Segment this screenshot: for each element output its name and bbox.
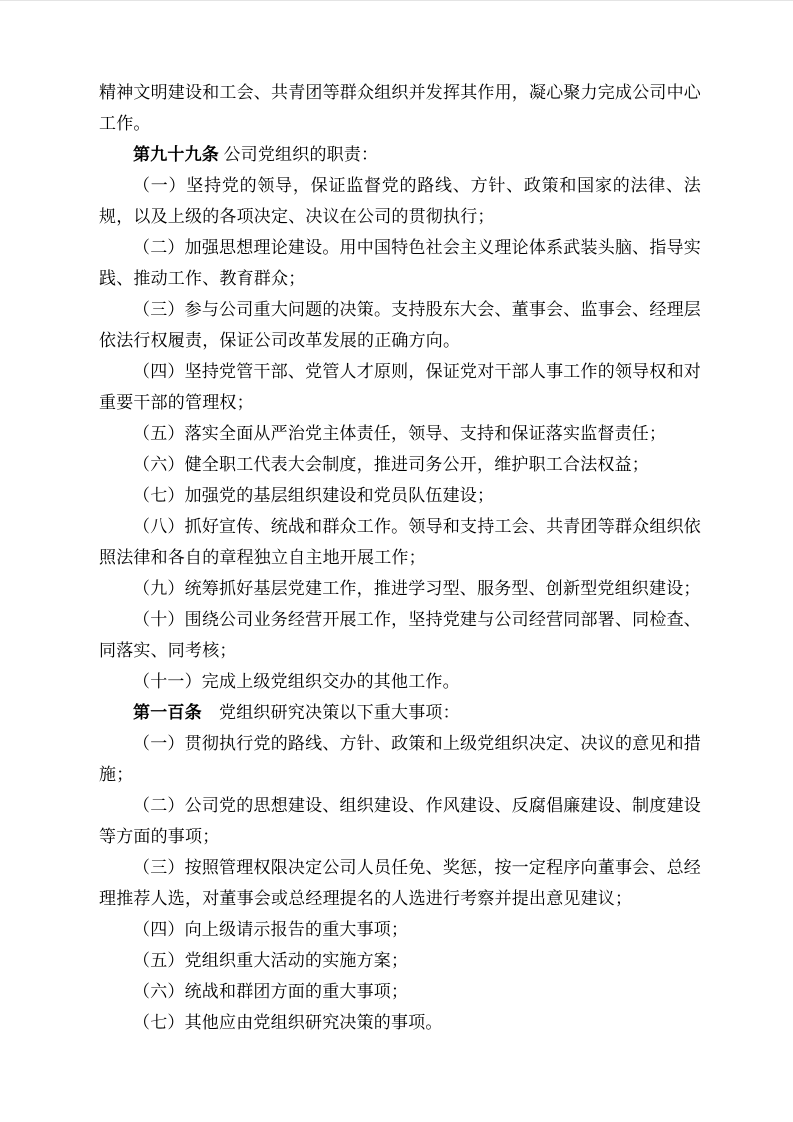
paragraph-text: （六）统战和群团方面的重大事项；	[133, 982, 409, 1001]
clause-item	[99, 449, 701, 480]
paragraph-text: （一）贯彻执行党的路线、方针、政策和上级党组织决定、决议的意见和措施；	[99, 734, 701, 784]
clause-item	[99, 666, 701, 697]
paragraph-text: （四）坚持党管干部、党管人才原则，保证党对干部人事工作的领导权和对重要干部的管理权；	[99, 362, 701, 412]
paragraph-text: （五）党组织重大活动的实施方案；	[133, 951, 409, 970]
paragraph-text: （七）加强党的基层组织建设和党员队伍建设；	[133, 486, 495, 505]
clause-item	[99, 418, 701, 449]
article-title-text: 党组织研究决策以下重大事项：	[201, 703, 460, 722]
clause-item	[99, 790, 701, 852]
paragraph-text: （七）其他应由党组织研究决策的事项。	[133, 1013, 443, 1032]
clause-item	[99, 480, 701, 511]
article-heading	[99, 139, 701, 170]
clause-item	[99, 1007, 701, 1038]
paragraph-text: （十一）完成上级党组织交办的其他工作。	[133, 672, 460, 691]
paragraph-text: （一）坚持党的领导，保证监督党的路线、方针、政策和国家的法律、法规，以及上级的各项决定、决议在公司的贯彻执行；	[99, 176, 701, 226]
paragraph-text: （二）公司党的思想建设、组织建设、作风建设、反腐倡廉建设、制度建设等方面的事项；	[99, 796, 701, 846]
continuation-paragraph	[99, 77, 701, 139]
paragraph-text: （五）落实全面从严治党主体责任，领导、支持和保证落实监督责任；	[133, 424, 667, 443]
paragraph-text: （二）加强思想理论建设。用中国特色社会主义理论体系武装头脑、指导实践、推动工作、教育群众；	[99, 238, 701, 288]
article-title-text: 公司党组织的职责：	[219, 145, 379, 164]
article-number: 第九十九条	[133, 145, 219, 164]
clause-item	[99, 294, 701, 356]
article-heading	[99, 697, 701, 728]
clause-item	[99, 945, 701, 976]
paragraph-text: （八）抓好宣传、统战和群众工作。领导和支持工会、共青团等群众组织依照法律和各自的章程独立自主地开展工作；	[99, 517, 701, 567]
paragraph-text: （十）围绕公司业务经营开展工作，坚持党建与公司经营同部署、同检查、同落实、同考核；	[99, 610, 701, 660]
clause-item	[99, 356, 701, 418]
clause-item	[99, 573, 701, 604]
paragraph-text: （三）按照管理权限决定公司人员任免、奖惩，按一定程序向董事会、总经理推荐人选，对董事会或总经理提名的人选进行考察并提出意见建议；	[99, 858, 701, 908]
paragraph-text: 精神文明建设和工会、共青团等群众组织并发挥其作用，凝心聚力完成公司中心工作。	[99, 83, 701, 133]
clause-item	[99, 852, 701, 914]
clause-item	[99, 604, 701, 666]
paragraph-text: （九）统筹抓好基层党建工作，推进学习型、服务型、创新型党组织建设；	[133, 579, 701, 598]
clause-item	[99, 914, 701, 945]
paragraph-text: （三）参与公司重大问题的决策。支持股东大会、董事会、监事会、经理层依法行权履责，保证公司改革发展的正确方向。	[99, 300, 701, 350]
clause-item	[99, 728, 701, 790]
clause-item	[99, 232, 701, 294]
paragraph-text: （四）向上级请示报告的重大事项；	[133, 920, 409, 939]
paragraph-text: （六）健全职工代表大会制度，推进司务公开，维护职工合法权益；	[133, 455, 649, 474]
article-number: 第一百条	[133, 703, 202, 722]
clause-item	[99, 170, 701, 232]
document-body	[99, 77, 701, 1038]
clause-item	[99, 511, 701, 573]
clause-item	[99, 976, 701, 1007]
